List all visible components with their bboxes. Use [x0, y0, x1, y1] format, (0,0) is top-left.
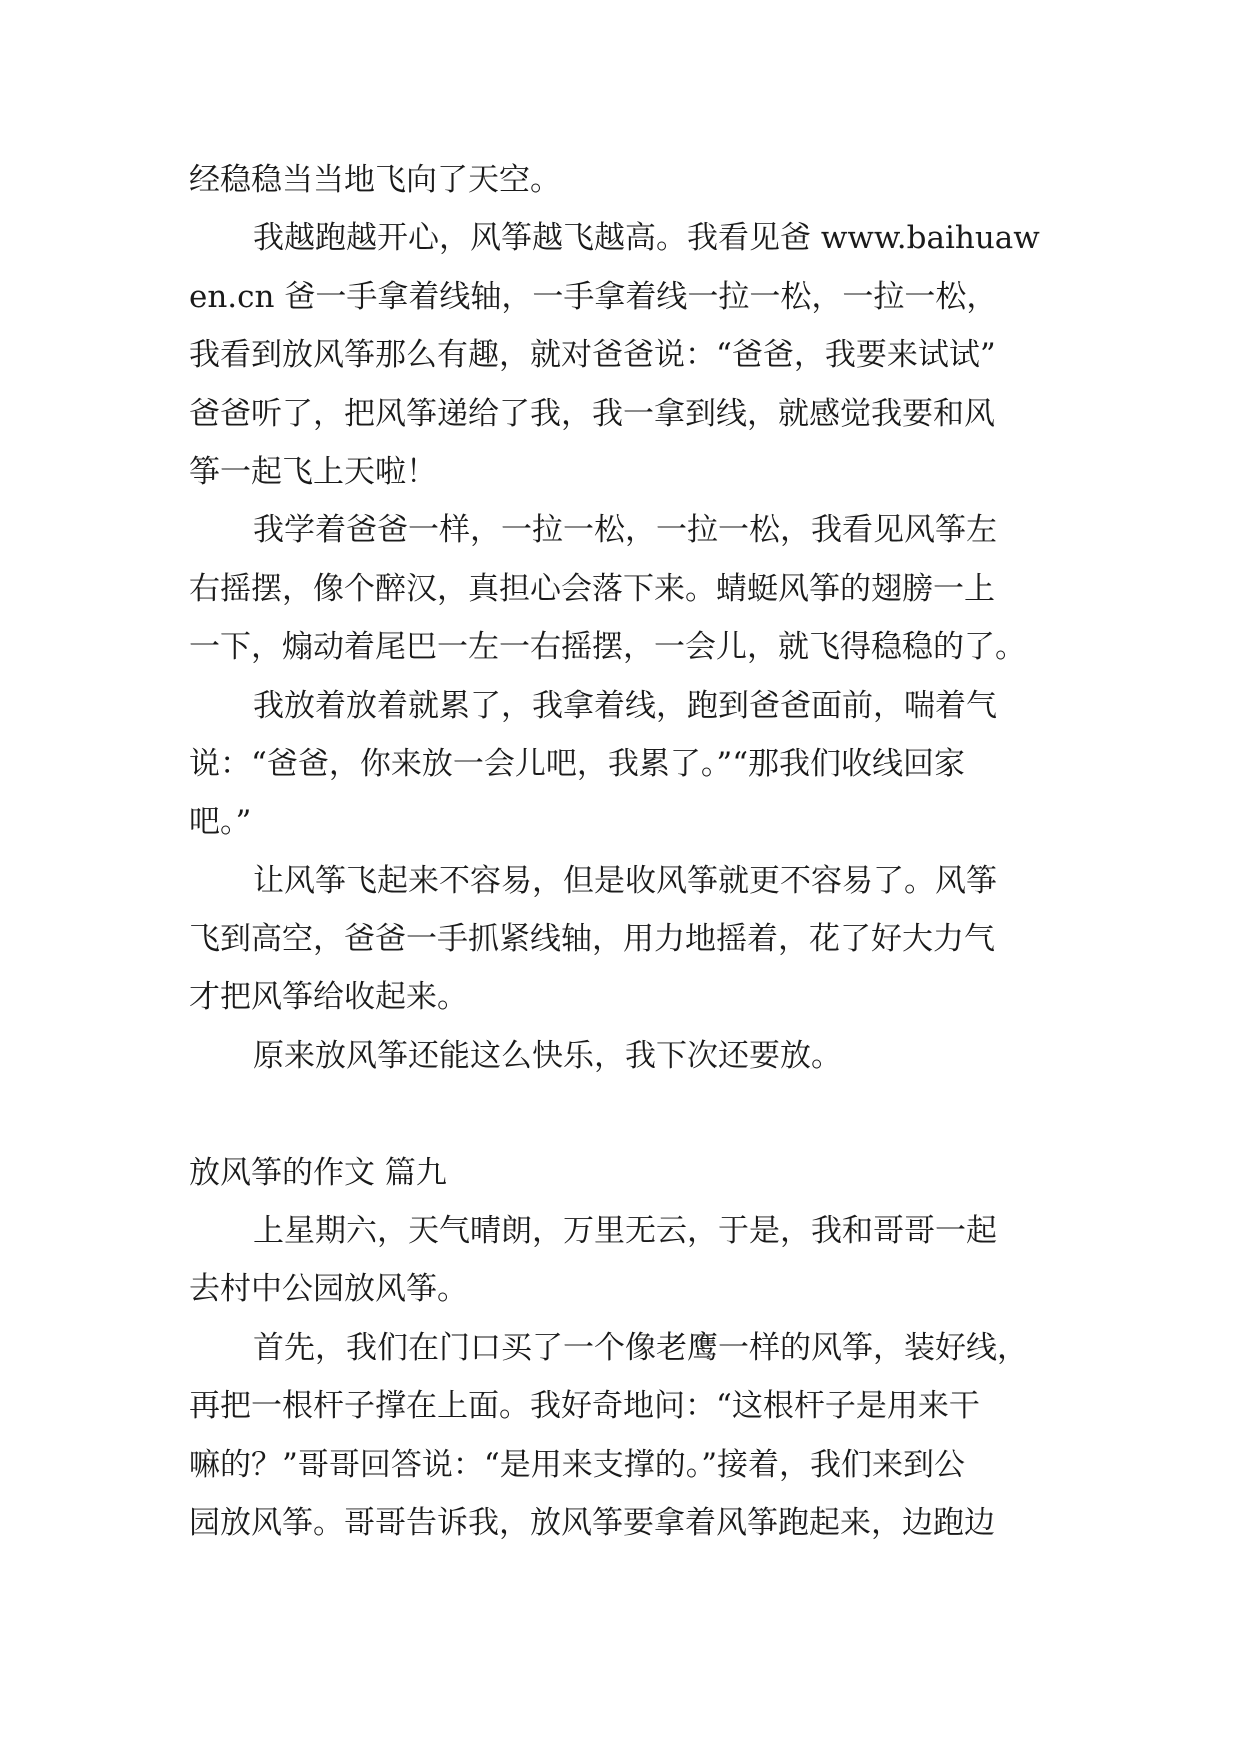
text-line: 嘛的？”哥哥回答说：“是用来支撑的。”接着，我们来到公 — [189, 1446, 966, 1483]
section-heading: 放风筝的作文 篇九 — [189, 1154, 447, 1191]
paragraph-start-line: 让风筝飞起来不容易，但是收风筝就更不容易了。风筝 — [253, 862, 997, 899]
paragraph-start-line: 我越跑越开心，风筝越飞越高。我看见爸 www.baihuaw — [253, 220, 1040, 257]
text-line: en.cn 爸一手拿着线轴，一手拿着线一拉一松，一拉一松， — [189, 278, 998, 315]
text-line: 筝一起飞上天啦！ — [189, 453, 437, 490]
text-line: 经稳稳当当地飞向了天空。 — [189, 162, 561, 198]
text-line: 飞到高空，爸爸一手抓紧线轴，用力地摇着，花了好大力气 — [189, 921, 995, 958]
paragraph-start-line: 上星期六，天气晴朗，万里无云，于是，我和哥哥一起 — [253, 1213, 997, 1250]
text-line: 吧。” — [189, 804, 252, 841]
text-line: 园放风筝。哥哥告诉我，放风筝要拿着风筝跑起来，边跑边 — [189, 1504, 995, 1541]
text-line: 才把风筝给收起来。 — [189, 979, 468, 1016]
paragraph-start-line: 我放着放着就累了，我拿着线，跑到爸爸面前，喘着气 — [253, 687, 997, 724]
blank-line — [189, 1085, 1049, 1143]
paragraph-start-line: 首先，我们在门口买了一个像老鹰一样的风筝，装好线， — [253, 1329, 1028, 1366]
text-line: 我看到放风筝那么有趣，就对爸爸说：“爸爸，我要来试试” — [189, 337, 996, 374]
paragraph-start-line: 我学着爸爸一样，一拉一松，一拉一松，我看见风筝左 — [253, 512, 997, 549]
text-line: 右摇摆，像个醉汉，真担心会落下来。蜻蜓风筝的翅膀一上 — [189, 570, 995, 607]
text-line: 再把一根杆子撑在上面。我好奇地问：“这根杆子是用来干 — [189, 1388, 980, 1425]
text-line: 爸爸听了，把风筝递给了我，我一拿到线，就感觉我要和风 — [189, 395, 995, 432]
text-line: 说：“爸爸，你来放一会儿吧，我累了。”“那我们收线回家 — [189, 745, 966, 782]
paragraph-start-line: 原来放风筝还能这么快乐，我下次还要放。 — [253, 1037, 842, 1074]
text-line: 去村中公园放风筝。 — [189, 1271, 468, 1308]
document-body — [189, 151, 1049, 1552]
text-line: 一下，煽动着尾巴一左一右摇摆，一会儿，就飞得稳稳的了。 — [189, 629, 1026, 666]
